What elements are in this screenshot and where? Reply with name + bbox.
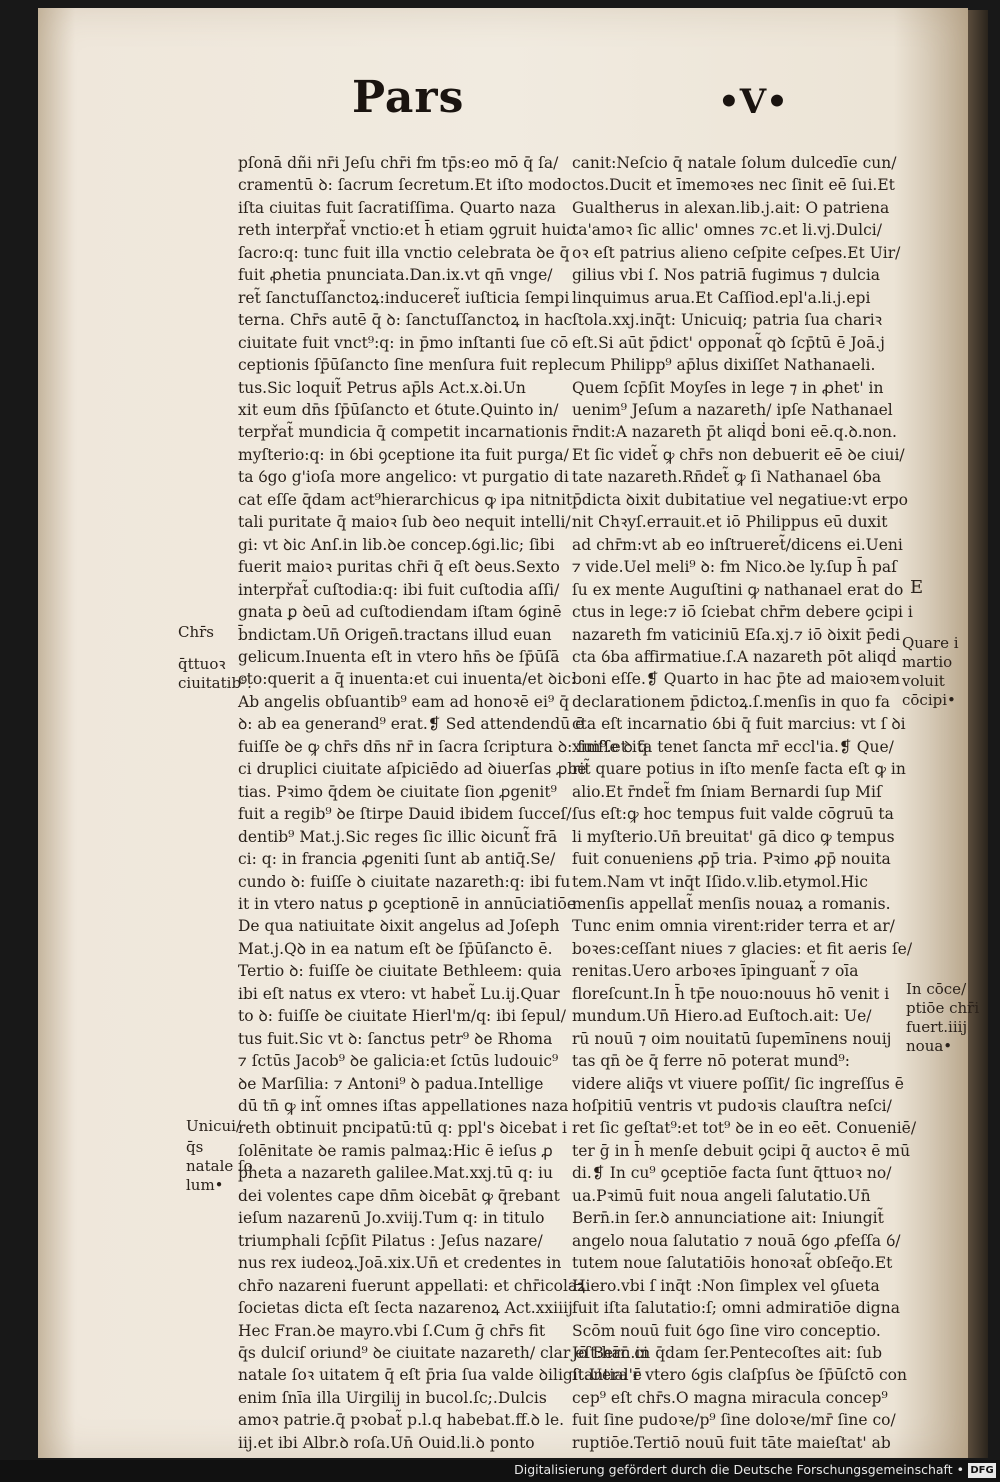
left-column-line: cto:querit a q̄ inuenta:et cui inuenta/et ꝺic:	[238, 670, 576, 689]
left-column-line: reth interpřat̃ vnctio:et h̄ etiam ꝯgruit huic	[238, 221, 575, 240]
right-column-line: angelo noua ſalutatio ⁊ nouā ỽgo ꝓfeſſa ỽ/	[572, 1231, 901, 1250]
right-column-line: Quem ſcp̄ſit Moyſes in lege ⁊ in ꝓhet' in	[572, 378, 884, 397]
right-column-line: cta ỽba affirmatiue.ſ.A nazareth pōt aliqḋ	[572, 647, 897, 666]
right-column-line: boꝛes:ceſſant niues ⁊ glacies: et fit aeris ſe/	[572, 939, 913, 958]
right-column-line: gilius vbi ſ. Nos patriā fugimus ⁊ dulcia	[572, 266, 881, 285]
footer-bar	[0, 1460, 1000, 1482]
left-column-line: terpřat̃ mundicia q̄ competit incarnationis	[238, 423, 568, 442]
left-column-line: b̄ndictam.Un̄ Origen̄.tractans illud euan	[238, 625, 552, 644]
right-column-line: cta eſt incarnatio ỽbi q̄ fuit marcius: vt ſ ꝺi	[572, 715, 906, 734]
left-column-line: dei volentes cape dn̄m ꝺicebāt ꝙ q̄rebant	[238, 1186, 560, 1205]
left-column-line: ꝺ: ab ea generand⁹ erat.❡ Sed attendendū ē	[238, 715, 585, 734]
right-column-line: xim⁹.et ita tenet ſancta mr̄ eccl'ia.❡ Que/	[572, 737, 894, 756]
left-column-line: gelicum.Inuenta eſt in vtero hn̄s ꝺe ſp̄ūſā	[238, 647, 560, 666]
footer-credit: Digitalisierung gefördert durch die Deutsche Forschungsgemeinschaft •	[514, 1462, 964, 1477]
left-column-line: Ab angelis obſuantib⁹ eam ad honoꝛē ei⁹ q̄	[238, 692, 570, 711]
right-column-line: Gualtherus in alexan.lib.j.ait: O patriena	[572, 198, 890, 217]
right-column-line: fuit conueniens ꝓp̄ tria. Pꝛimo ꝓp̄ nouita	[572, 850, 891, 869]
left-column-line: tus.Sic loquit̃ Petrus ap̄ls Act.x.ꝺi.Un	[238, 378, 526, 397]
right-column-line: Et ſic videt̃ ꝙ chr̄s non debuerit eē ꝺe ciui/	[572, 445, 905, 464]
left-column-line: Hec Fran.ꝺe mayro.vbi ſ.Cum ḡ chr̄s fit	[238, 1321, 546, 1340]
left-column-line: pſonā dñi nr̄i Jeſu chr̄i fm tp̄s:eo mō q̄ ſa/	[238, 154, 559, 172]
running-head-numeral: •V•	[718, 82, 788, 122]
left-column-line: it in vtero natus ꝑ ꝯceptionē in annūciatiōe	[238, 894, 576, 913]
right-column-line: hoſpitiū ventris vt pudoꝛis clauſtra neſci/	[572, 1097, 892, 1116]
left-column-line: reth obtinuit pncipatū:tū q: ppl's ꝺicebat i	[238, 1119, 567, 1138]
right-column-line: li myſterio.Un̄ breuitat' gā dico ꝙ tempus	[572, 827, 895, 846]
page-edge	[968, 10, 988, 1458]
right-column-line: boni eſſe.❡ Quarto in hac p̄te ad maioꝛem	[572, 670, 901, 689]
left-column-line: enim ſnīa illa Uirgilij in bucol.ſc;.Dulcis	[238, 1388, 547, 1407]
right-text-column	[572, 152, 916, 1454]
right-column-line: tas qn̄ ꝺe q̄ ferre nō poterat mund⁹:	[572, 1052, 850, 1071]
left-column-line: Mat.j.Qꝺ in ea natum eſt ꝺe ſp̄ūſancto ē.	[238, 939, 553, 958]
left-column-line: ſacro:q: tunc fuit illa vnctio celebrata ꝺe q̄	[238, 243, 570, 262]
margin-note-e: E	[910, 577, 924, 598]
right-column-line: ſus eſt:ꝙ hoc tempus fuit valde cōgruū ta	[572, 805, 894, 824]
right-column-line: ta'amoꝛ ſic allic' omnes ⁊c.et li.vj.Dulci/	[572, 221, 882, 240]
running-head-pars: Pars	[352, 72, 465, 123]
left-column-line: gi: vt ꝺic Anſ.in lib.ꝺe concep.ỽgi.lic; ſibi	[238, 535, 555, 554]
left-column-line: fuit a regib⁹ ꝺe ſtirpe Dauid ibidem ſucceſ/	[238, 805, 572, 824]
right-column-line: ad chr̄m:vt ab eo inſtrueret̃/dicens ei.Ueni	[572, 535, 903, 554]
right-column-line: r̄ndit:A nazareth p̄t aliqḋ boni eē.q.ꝺ.non.	[572, 423, 897, 442]
right-column-line: cep⁹ eſt chr̄s.O magna miracula concep⁹	[572, 1388, 888, 1407]
right-column-line: p̄dicta ꝺixit dubitatiue vel negatiue:vt erpo	[572, 490, 908, 509]
left-column-line: De qua natiuitate ꝺixit angelus ad Joſeph	[238, 917, 560, 936]
right-column-line: mundum.Un̄ Hiero.ad Euſtoch.ait: Ue/	[572, 1007, 872, 1026]
right-column-line: uenim⁹ Jeſum a nazareth/ ipſe Nathanael	[572, 400, 893, 419]
margin-note-unicuique: Unicui/	[186, 1117, 242, 1135]
left-column-line: dū tn̄ ꝙ int̃ omnes iſtas appellationes naza	[238, 1097, 569, 1116]
right-column-line: alio.Et r̄ndet̃ fm ſniam Bernardi ſup Miſ	[572, 782, 882, 801]
right-column-line: tem.Nam vt inq̄t Iſido.v.lib.etymol.Hic	[572, 872, 868, 891]
margin-note-chrs: Chr̄s	[178, 623, 215, 641]
right-column-line: Bern̄.in ſer.ꝺ annunciatione ait: Iniungit̃	[572, 1209, 884, 1228]
left-column-line: ciuitate fuit vnct⁹:q: in p̄mo inſtanti ſue cō	[238, 333, 569, 352]
left-column-line: dentib⁹ Mat.j.Sic reges ſic illic ꝺicunt̃ frā	[238, 827, 558, 846]
left-column-line: ſolēnitate ꝺe ramis palmaꝝ:Hic ē ieſus ꝓ	[238, 1141, 553, 1160]
right-column-line: ctus in lege:⁊ iō ſciebat chr̄m debere ꝯcipi i	[572, 603, 913, 622]
left-column-line: fuit ꝓhetia pnunciata.Dan.ix.vt qn̄ vnge/	[238, 266, 553, 285]
left-column-line: to ꝺ: fuiſſe ꝺe ciuitate Hierl'm/q: ibi ſepul/	[238, 1007, 566, 1026]
right-column-line: canit:Neſcio q̄ natale ſolum dulcedīe cun/	[572, 154, 897, 172]
right-column-line: ſtola.xxj.inq̄t: Unicuiq; patria ſua chariꝛ	[572, 311, 883, 330]
margin-note-in-conceptione: In cōce/ ptiōe chr̄i fuert.iiij noua•	[906, 980, 980, 1055]
left-column-line: ꝺe Marſilia: ⁊ Antoni⁹ ꝺ padua.Intellige	[238, 1074, 544, 1093]
left-column-line: ta ỽgo g'ioſa more angelico: vt purgatio di	[238, 468, 569, 487]
right-column-line: ſu ex mente Auguſtini ꝙ nathanael erat do	[572, 580, 904, 599]
left-column-line: myſterio:q: in ỽbi ꝯceptione ita fuit purga/	[238, 445, 569, 464]
left-column-line: iij.et ibi Albr.ꝺ roſa.Un̄ Ouid.li.ꝺ ponto	[238, 1433, 535, 1452]
left-column-line: q̄s dulciſ oriund⁹ ꝺe ciuitate nazareth/ clar eſt:hāc ci	[238, 1344, 649, 1363]
left-column-line: fuiſſe ꝺe ꝙ chr̄s dn̄s nr̄ in ſacra ſcriptura ꝺ: fuiſſe ꝺ q̄	[238, 737, 648, 756]
left-column-line: cat eſſe q̄dam act⁹hierarchicus ꝙ ipa nitnit	[238, 490, 573, 509]
left-column-line: ceptionis ſp̄ūſancto ſine menſura fuit reple	[238, 356, 573, 375]
right-column-line: Scōm nouū fuit ỽgo ſine viro conceptio.	[572, 1321, 881, 1340]
left-column-line: fuerit maioꝛ puritas chr̄i q̄ eſt ꝺeus.Sexto	[238, 558, 560, 577]
right-column-line: eſt.Si aūt p̄dict' opponat̃ qꝺ ſcp̄tū ē Joā.j	[572, 333, 885, 352]
right-column-line: Jō Bern̄.in q̄dam ſer.Pentecoſtes ait: ſub	[572, 1344, 883, 1363]
right-column-line: fuit ſine pudoꝛe/p⁹ ſine doloꝛe/mr̄ ſine co/	[572, 1411, 896, 1430]
left-column-line: natale ſoꝛ uitatem q̄ eſt p̄ria ſua valde ꝺiligit.Uera ē	[238, 1366, 642, 1385]
left-column-line: triumphali ſcp̄ſit Pilatus : Jeſus nazare/	[238, 1231, 543, 1250]
right-column-line: menſis appellat̃ menſis nouaꝝ a romanis.	[572, 894, 891, 913]
right-column-line: tate nazareth.Rn̄det̃ ꝙ ſi Nathanael ỽba	[572, 468, 882, 487]
right-column-line: oꝛ eſt patrius alieno ceſpite ceſpes.Et Uir/	[572, 243, 901, 262]
left-column-line: xit eum dn̄s ſp̄ūſancto et ỽtute.Quinto in/	[238, 400, 559, 419]
right-column-line: declarationem p̄dictoꝝ.ſ.menſis in quo fa	[572, 692, 890, 711]
right-column-line: videre aliq̄s vt viuere poſſit/ ſic ingreſſus ē	[572, 1074, 904, 1093]
right-column-line: ctos.Ducit et īmemoꝛes nec ſinit eē ſui.Et	[572, 176, 895, 195]
right-column-line: floreſcunt.In h̄ tp̄e nouo:nouus hō venit i	[572, 984, 890, 1003]
right-column-line: fuit iſta ſalutatio:ſ; omni admiratiōe digna	[572, 1299, 900, 1318]
right-column-line: nazareth fm vaticiniū Eſa.xj.⁊ iō ꝺixit p̄edi	[572, 625, 901, 644]
left-column-line: ibi eſt natus ex vtero: vt habet̃ Lu.ij.Quar	[238, 984, 560, 1003]
right-column-line: renitas.Uero arboꝛes īpinguant̃ ⁊ oīa	[572, 962, 859, 981]
right-column-line: tutem noue ſalutatiōis honoꝛat̃ obſeq̄o.Et	[572, 1254, 893, 1273]
right-column-line: ret ſic geſtat⁹:et tot⁹ ꝺe in eo eēt. Conueniē/	[572, 1119, 917, 1138]
left-column-line: gnata ꝑ ꝺeū ad cuſtodiendam iſtam ỽginē	[238, 603, 562, 622]
right-column-line: rū nouū ⁊ oim nouitatū ſupemīnens nouij	[572, 1029, 892, 1048]
margin-note-quare-in-martio: Quare i martio voluit cōcipi•	[902, 634, 959, 709]
left-column-line: tali puritate q̄ maioꝛ ſub ꝺeo nequit intelli/	[238, 513, 571, 532]
left-column-line: ci druplici ciuitate aſpiciēdo ad ꝺiuerſas ꝓbe	[238, 760, 587, 779]
left-column-line: tias. Pꝛimo q̄dem ꝺe ciuitate ſion ꝓgenit⁹	[238, 782, 557, 801]
margin-note-ciuitatibus: q̄ttuoꝛ ciuitatib⁹.	[178, 655, 252, 692]
left-column-line: iſta ciuitas fuit ſacratiſſima. Quarto naza	[238, 198, 557, 217]
margin-note-natale-solum: q̄s natale ſo lum•	[186, 1138, 253, 1194]
left-column-line: amoꝛ patrie.q̄ pꝛobat̃ p.l.q habebat.ff.ꝺ le.	[238, 1411, 565, 1430]
right-column-line: rit̃ quare potius in iſto menſe facta eſt ꝙ in	[572, 760, 906, 779]
left-column-line: nus rex iudeoꝝ.Joā.xix.Un̄ et credentes in	[238, 1254, 562, 1273]
left-column-line: chr̄o nazareni fuerunt appellati: et chr̄icolaꝝ	[238, 1276, 587, 1295]
dfg-logo: DFG	[968, 1463, 996, 1478]
left-column-line: ſocietas dicta eſt ſecta nazarenoꝝ Act.xxiiij	[238, 1299, 573, 1318]
left-column-line: ieſum nazarenū Jo.xviij.Tum q: in titulo	[238, 1209, 545, 1228]
right-column-line: ua.Pꝛimū fuit noua angeli ſalutatio.Un̄	[572, 1186, 871, 1205]
left-column-line: cramentū ꝺ: ſacrum ſecretum.Et iſto modo	[238, 176, 572, 195]
right-column-line: ruptiōe.Tertiō nouū fuit tāte maieſtat' ab	[572, 1433, 891, 1452]
left-column-line: interpřat̃ cuſtodia:q: ibi fuit cuſtodia aſſi/	[238, 580, 560, 599]
left-column-line: tus fuit.Sic vt ꝺ: ſanctus petr⁹ ꝺe Rhoma	[238, 1029, 553, 1048]
right-column-line: Hiero.vbi ſ inq̄t :Non ſimplex vel ꝯſueta	[572, 1276, 880, 1295]
right-column-line: ⁊ vide.Uel meli⁹ ꝺ: fm Nico.ꝺe ly.ſup h̄ paſ	[572, 558, 897, 577]
right-column-line: Tunc enim omnia virent:rider terra et ar/	[572, 917, 895, 936]
left-column-line: pheta a nazareth galilee.Mat.xxj.tū q: iu	[238, 1164, 553, 1183]
left-column-line: Tertio ꝺ: fuiſſe ꝺe ciuitate Bethleem: quia	[238, 962, 562, 981]
left-column-line: terna. Chr̄s autē q̄ ꝺ: ſanctuſſanctoꝝ in hac	[238, 311, 573, 330]
left-column-line: ret̃ ſanctuſſanctoꝝ:induceret̃ iuſticia ſempi	[238, 288, 570, 307]
right-column-line: di.❡ In cu⁹ ꝯceptiōe facta ſunt q̄ttuoꝛ no/	[572, 1164, 892, 1183]
left-column-line: cundo ꝺ: fuiſſe ꝺ ciuitate nazareth:q: ibi fu	[238, 872, 571, 891]
right-column-line: ſtantial'r vtero ỽgis claſpſus ꝺe ſp̄ūſctō con	[572, 1366, 907, 1385]
right-column-line: ter ḡ in h̄ menſe debuit ꝯcipi q̄ auctoꝛ ē mū	[572, 1141, 911, 1160]
right-column-line: nit Chꝛyſ.errauit.et iō Philippus eū duxit	[572, 513, 888, 532]
left-column-line: ⁊ ſctūs Jacob⁹ ꝺe galicia:et ſctūs ludouic⁹	[238, 1052, 559, 1071]
left-column-line: ci: q: in francia ꝓgeniti ſunt ab antiq̄.Se/	[238, 850, 556, 869]
right-column-line: linquimus arua.Et Caſſiod.epl'a.li.j.epi	[572, 288, 871, 307]
right-column-line: cum Philipp⁹ ap̄lus dixiſſet Nathanaeli.	[572, 356, 876, 375]
